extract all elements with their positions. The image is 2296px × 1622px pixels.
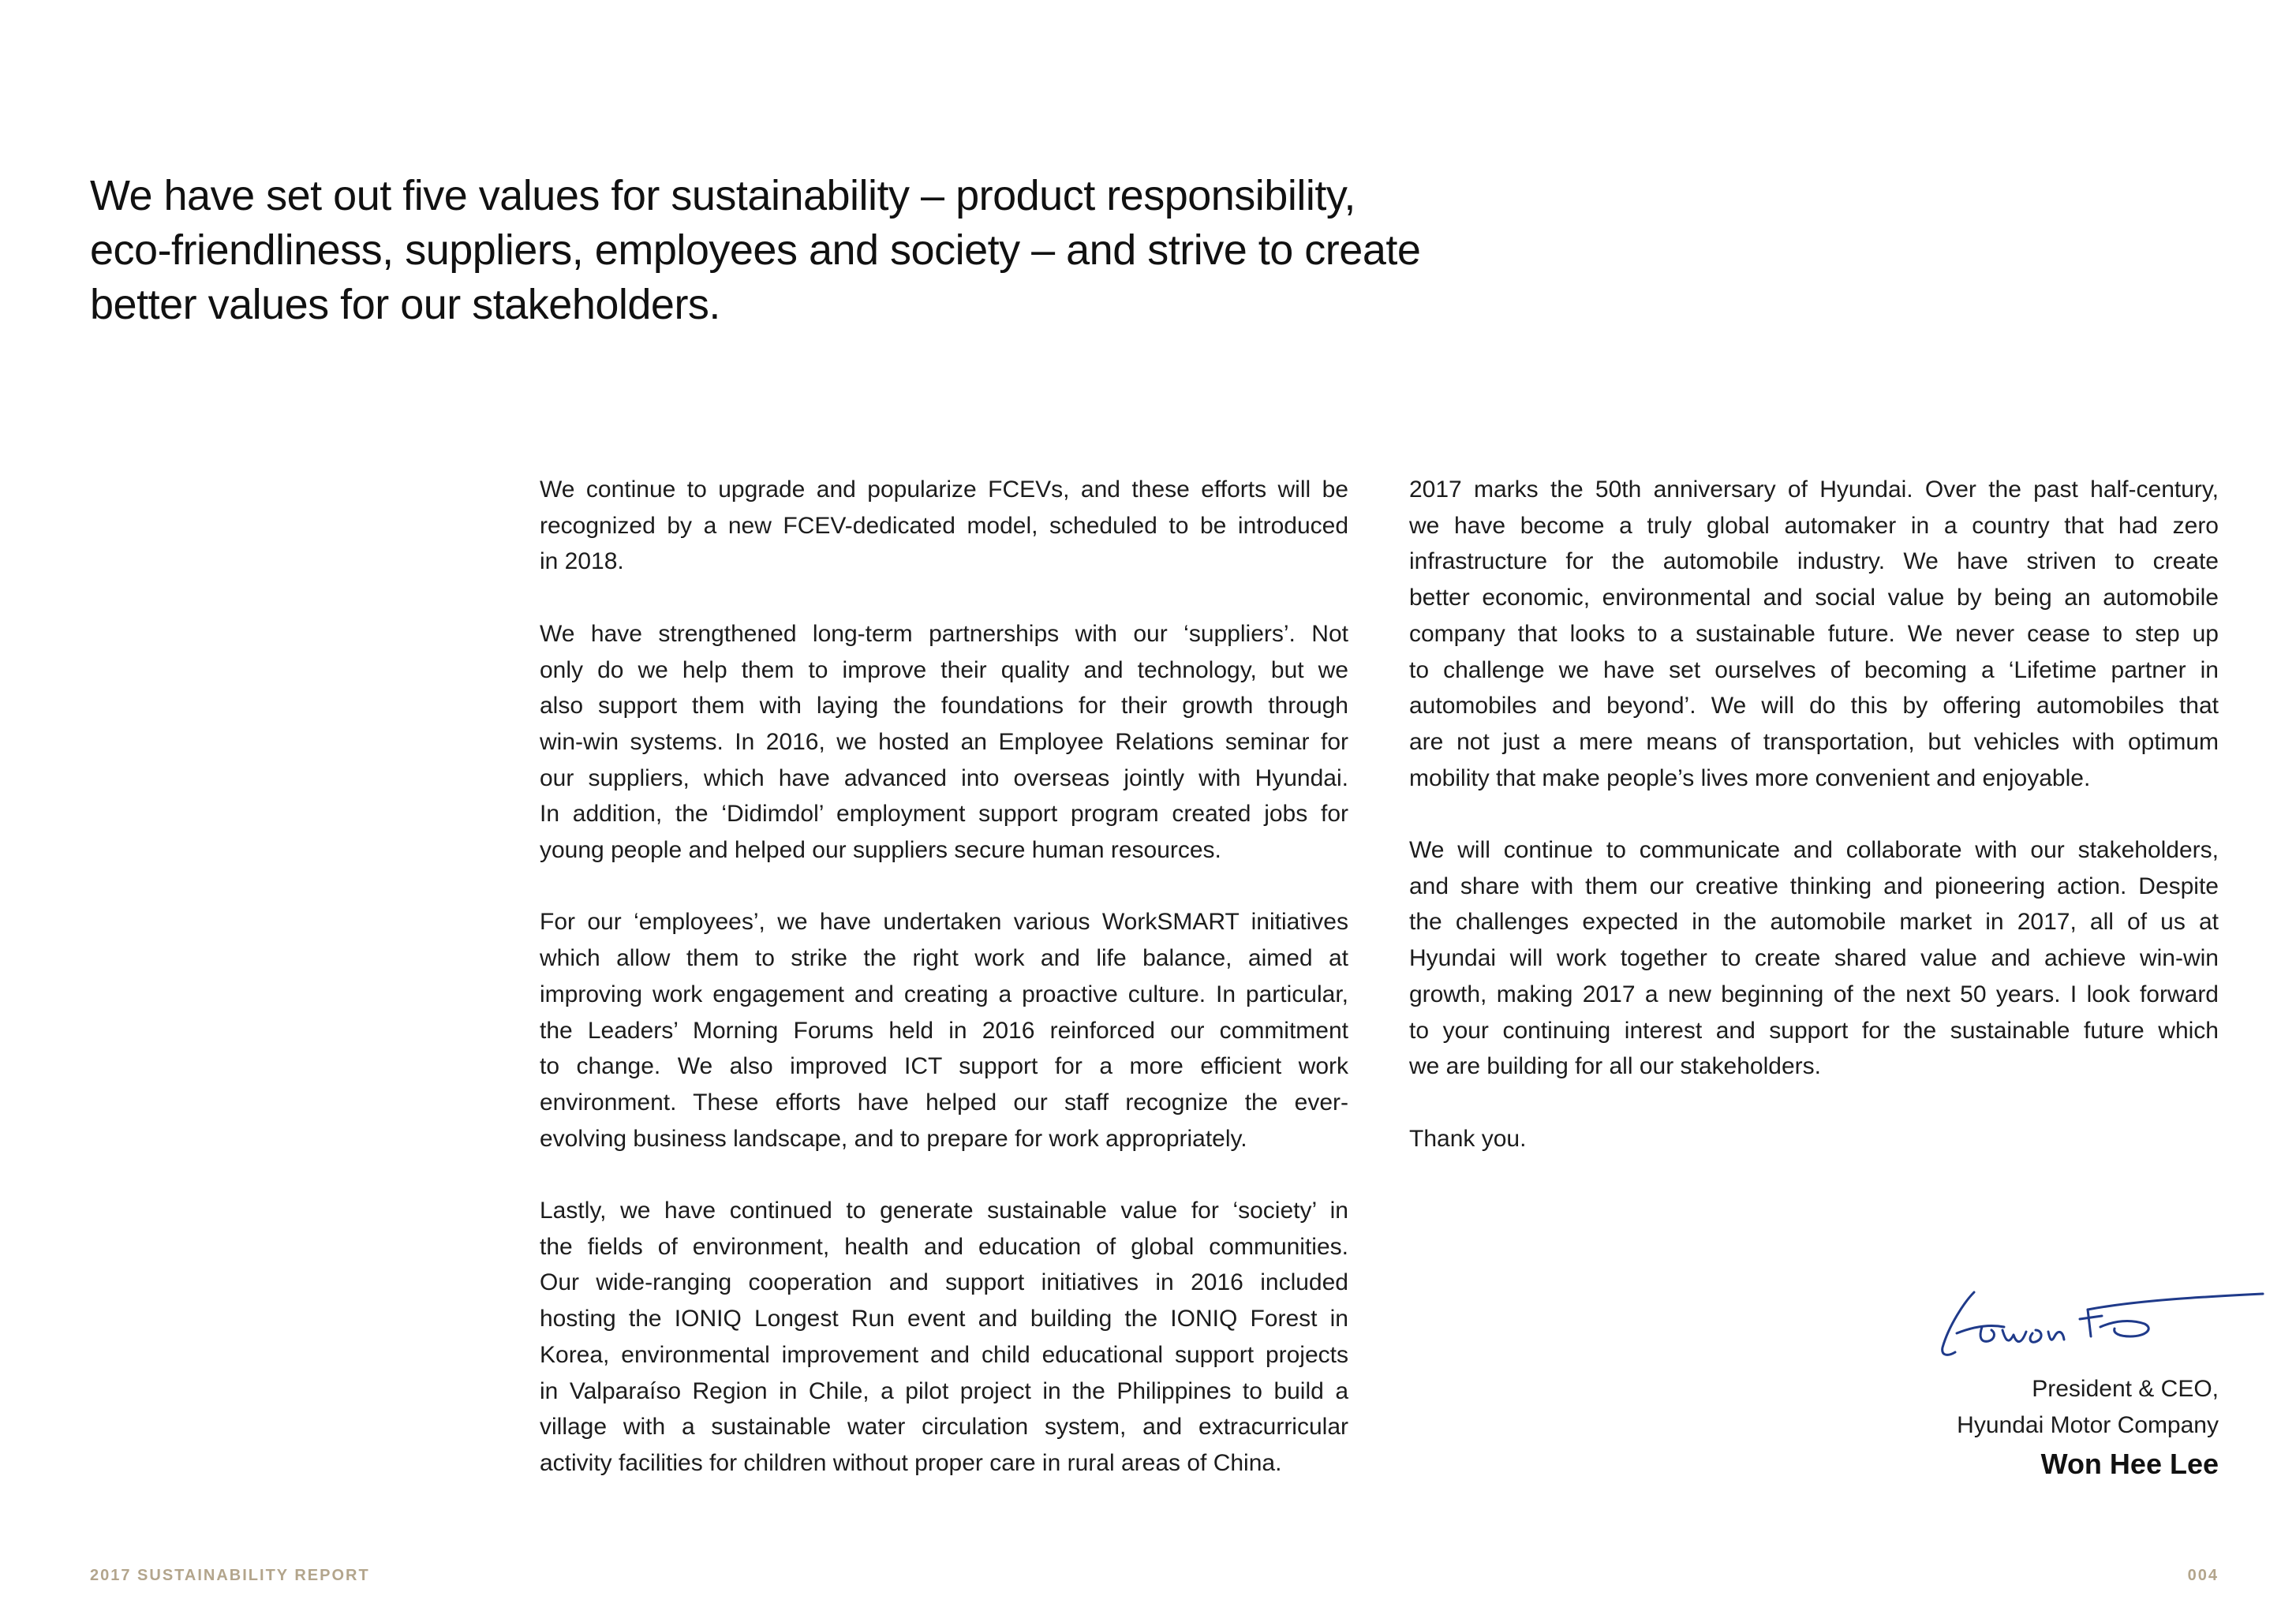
text-line: Hyundai will work together to create shared value and achieve win-win — [1409, 945, 2219, 972]
right-column — [1409, 472, 2219, 1193]
text-line: activity facilities for children without proper care in rural areas of China. — [540, 1449, 1282, 1476]
text-line: Our wide-ranging cooperation and support initiatives in 2016 included — [540, 1269, 1348, 1296]
text-line: in 2018. — [540, 548, 624, 575]
text-line: Lastly, we have continued to generate sustainable value for ‘society’ in — [540, 1198, 1348, 1224]
text-line: hosting the IONIQ Longest Run event and building the IONIQ Forest in — [540, 1306, 1348, 1332]
text-line: growth, making 2017 a new beginning of the next 50 years. I look forward — [1409, 981, 2219, 1007]
text-line: better economic, environmental and social value by being an automobile — [1409, 585, 2219, 611]
text-line: mobility that make people’s lives more convenient and enjoyable. — [1409, 764, 2091, 791]
paragraph-fcev — [540, 472, 1348, 580]
paragraph-suppliers — [540, 616, 1348, 869]
text-line: 2017 marks the 50th anniversary of Hyundai. Over the past half-century, — [1409, 477, 2219, 503]
text-line: company that looks to a sustainable future. We never cease to step up — [1409, 620, 2219, 647]
paragraph-thank-you — [1409, 1121, 2219, 1157]
signature-icon — [1933, 1278, 2264, 1373]
signatory-title: President & CEO, — [2032, 1376, 2219, 1402]
page-headline — [90, 169, 1526, 332]
text-line: win-win systems. In 2016, we hosted an Employee Relations seminar for — [540, 728, 1348, 755]
text-line: the fields of environment, health and education of global communities. — [540, 1233, 1348, 1260]
text-line: only do we help them to improve their quality and technology, but we — [540, 656, 1348, 683]
text-line: village with a sustainable water circulation system, and extracurricular — [540, 1414, 1348, 1441]
paragraph-stakeholders — [1409, 832, 2219, 1085]
text-line: also support them with laying the foundations for their growth through — [540, 693, 1348, 719]
paragraph-society — [540, 1193, 1348, 1482]
text-line: In addition, the ‘Didimdol’ employment support program created jobs for — [540, 801, 1348, 828]
signatory-company: Hyundai Motor Company — [1957, 1412, 2219, 1438]
text-line: to your continuing interest and support for the sustainable future which — [1409, 1017, 2219, 1044]
text-line: our suppliers, which have advanced into overseas jointly with Hyundai. — [540, 764, 1348, 791]
headline-line: eco-friendliness, suppliers, employees and society – and strive to create — [90, 226, 1421, 274]
signature-block — [1957, 1371, 2219, 1485]
text-line: to challenge we have set ourselves of becoming a ‘Lifetime partner in — [1409, 656, 2219, 683]
text-line: and share with them our creative thinking and pioneering action. Despite — [1409, 873, 2219, 899]
text-line: the challenges expected in the automobile market in 2017, all of us at — [1409, 909, 2219, 936]
text-line: We continue to upgrade and popularize FCEVs, and these efforts will be — [540, 477, 1348, 503]
text-line: young people and helped our suppliers secure human resources. — [540, 837, 1221, 864]
headline-line: We have set out five values for sustainability – product responsibility, — [90, 172, 1356, 219]
text-line: which allow them to strike the right work and life balance, aimed at — [540, 945, 1348, 972]
text-line: Thank you. — [1409, 1125, 1527, 1152]
text-line: we have become a truly global automaker in a country that had zero — [1409, 512, 2219, 539]
text-line: infrastructure for the automobile industry. We have striven to create — [1409, 548, 2219, 575]
text-line: are not just a mere means of transportation, but vehicles with optimum — [1409, 728, 2219, 755]
footer-page-number: 004 — [2187, 1567, 2219, 1584]
text-line: evolving business landscape, and to prepare for work appropriately. — [540, 1125, 1247, 1152]
text-line: we are building for all our stakeholders. — [1409, 1053, 1821, 1080]
text-line: environment. These efforts have helped our staff recognize the ever- — [540, 1089, 1348, 1116]
text-line: to change. We also improved ICT support for a more efficient work — [540, 1053, 1348, 1080]
signature-strokes — [1943, 1292, 2263, 1355]
text-line: We have strengthened long-term partnerships with our ‘suppliers’. Not — [540, 620, 1348, 647]
text-line: the Leaders’ Morning Forums held in 2016 reinforced our commitment — [540, 1017, 1348, 1044]
left-column — [540, 472, 1348, 1517]
paragraph-employees — [540, 904, 1348, 1157]
headline-line: better values for our stakeholders. — [90, 281, 720, 328]
text-line: Korea, environmental improvement and child educational support projects — [540, 1341, 1348, 1368]
text-line: recognized by a new FCEV-dedicated model, scheduled to be introduced — [540, 512, 1348, 539]
footer-report-title: 2017 SUSTAINABILITY REPORT — [90, 1567, 370, 1584]
paragraph-anniversary — [1409, 472, 2219, 796]
text-line: For our ‘employees’, we have undertaken various WorkSMART initiatives — [540, 909, 1348, 936]
signatory-name: Won Hee Lee — [2040, 1448, 2219, 1480]
text-line: We will continue to communicate and collaborate with our stakeholders, — [1409, 837, 2219, 864]
text-line: automobiles and beyond’. We will do this by offering automobiles that — [1409, 693, 2219, 719]
text-line: improving work engagement and creating a proactive culture. In particular, — [540, 981, 1348, 1007]
text-line: in Valparaíso Region in Chile, a pilot project in the Philippines to build a — [540, 1377, 1348, 1404]
